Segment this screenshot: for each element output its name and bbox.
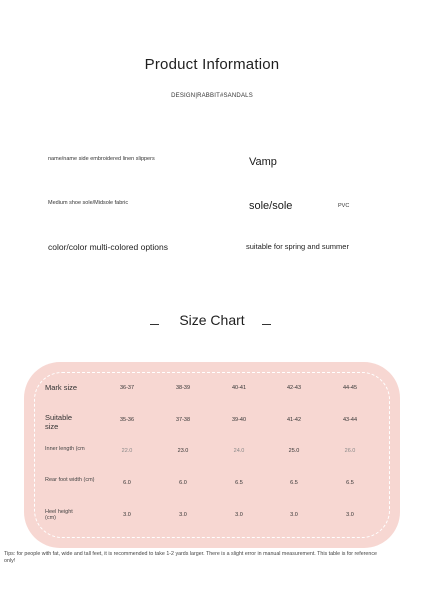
title-dash-left [150, 324, 159, 325]
table-cell: 38-39 [175, 385, 191, 391]
table-cell: 26.0 [344, 448, 356, 454]
table-row [24, 414, 400, 434]
table-cell: 25.0 [288, 448, 300, 454]
table-cell: 24.0 [233, 448, 245, 454]
table-row [24, 446, 400, 466]
table-cell: 6.5 [346, 480, 354, 486]
row-label: Heel height (cm) [45, 509, 73, 522]
table-cell: 43-44 [342, 417, 358, 423]
sole-label: sole/sole [249, 200, 293, 212]
sole-fabric: Medium shoe sole/Midsole fabric [48, 200, 129, 206]
table-cell: 3.0 [235, 512, 243, 518]
row-label: Inner length (cm [45, 446, 85, 452]
table-cell: 44-45 [342, 385, 358, 391]
table-cell: 6.5 [290, 480, 298, 486]
table-cell: 3.0 [123, 512, 131, 518]
table-cell: 37-38 [175, 417, 191, 423]
size-chart-title: Size Chart [179, 312, 245, 328]
table-cell: 6.5 [235, 480, 243, 486]
table-cell: 3.0 [179, 512, 187, 518]
table-cell: 6.0 [123, 480, 131, 486]
title-dash-right [262, 324, 271, 325]
row-label: Suitable size [45, 413, 73, 431]
table-row [24, 383, 400, 403]
sole-value: PVC [338, 203, 350, 209]
table-cell: 22.0 [121, 448, 133, 454]
page-title: Product Information [144, 56, 280, 73]
color-options: color/color multi-colored options [48, 242, 168, 252]
product-name: name/name side embroidered linen slippers [48, 156, 155, 162]
table-cell: 41-42 [286, 417, 302, 423]
row-label: Rear foot width (cm) [45, 477, 95, 483]
table-cell: 6.0 [179, 480, 187, 486]
size-chart-card [24, 362, 400, 548]
table-cell: 35-36 [119, 417, 135, 423]
vamp-label: Vamp [249, 156, 277, 168]
table-cell: 40-41 [231, 385, 247, 391]
row-label: Mark size [45, 383, 78, 392]
table-cell: 36-37 [119, 385, 135, 391]
table-cell: 39-40 [231, 417, 247, 423]
table-cell: 42-43 [286, 385, 302, 391]
tips-note: Tips: for people with fat, wide and tall feet, it is recommended to take 1-2 yards larger. There is a slight error in manual measurement. This table is for reference only! [4, 551, 377, 564]
table-cell: 3.0 [290, 512, 298, 518]
season: suitable for spring and summer [246, 242, 349, 251]
table-row [24, 509, 400, 529]
table-cell: 3.0 [346, 512, 354, 518]
table-row [24, 477, 400, 497]
design-code: DESIGN|RABBIT#SANDALS [171, 93, 253, 99]
table-cell: 23.0 [177, 448, 189, 454]
